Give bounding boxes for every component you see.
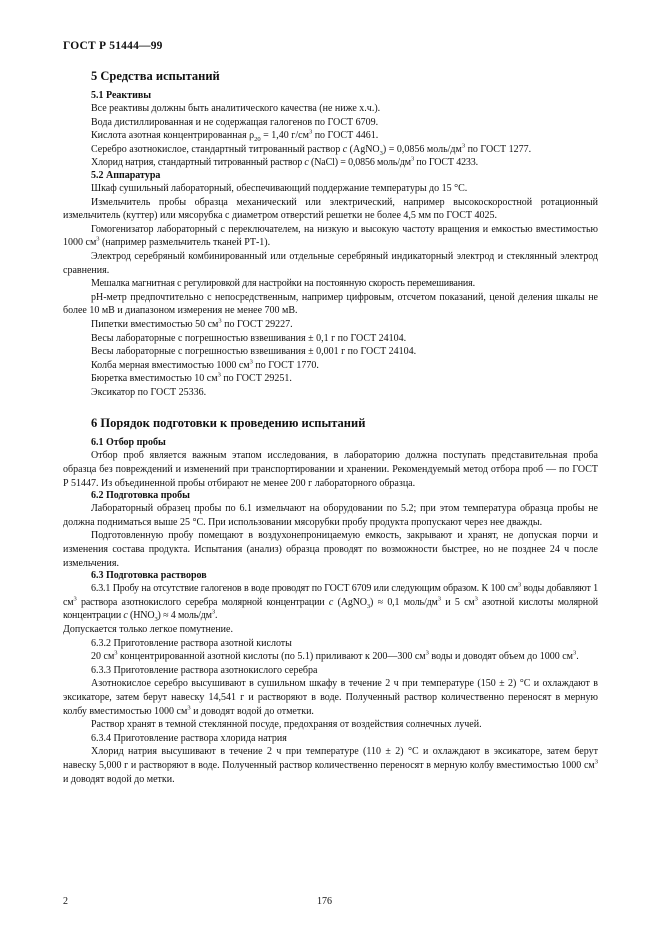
paragraph: Колба мерная вместимостью 1000 $см^3$ по ГОСТ 1770. — [91, 358, 319, 371]
section-6-title: 6 Порядок подготовки к проведению испытаний — [91, 416, 366, 431]
section-5-1-title: 5.1 Реактивы — [91, 90, 152, 101]
paragraph: Вода дистиллированная и не содержащая галогенов по ГОСТ 6709. — [91, 116, 379, 128]
paragraph: Весы лабораторные с погрешностью взвешивания ± 0,1 г по ГОСТ 24104. — [91, 332, 407, 344]
paragraph: Отбор проб является важным этапом исследования, в лабораторию должна поступать представительная проба образца без повреждений и изменений при транспортировании и хранении. Рекомендуемый метод отбора проб — по ГОСТ Р 51447. Из объединенной пробы отбирают не менее 200 г лабораторного образца. — [63, 450, 598, 489]
paragraph: Все реактивы должны быть аналитического качества (не ниже х.ч.). — [91, 103, 381, 114]
subsection-6-3-2-title: 6.3.2 Приготовление раствора азотной кислоты — [91, 637, 292, 649]
paragraph: Хлорид натрия, стандартный титрованный раствор c (NaCl) = 0,0856 моль/$дм^3$ по ГОСТ 4233. — [91, 156, 478, 169]
paragraph: Допускается только легкое помутнение. — [63, 624, 233, 635]
paragraph: Кислота азотная концентрированная $\rho_{20} = 1,40$ $г/см^3$ по ГОСТ 4461. — [91, 128, 379, 144]
paragraph: 6.3.1 Пробу на отсутствие галогенов в воде проводят по ГОСТ 6709 или следующим образом. К 100 $см^3$ воды добавляют 1 $см^3$ раствора азотнокислого серебра молярной концентрации c (AgNO$_3$) ≈ 0,1 моль/$дм^3$ и 5 $см^3$ азотной кислоты молярной концентрации c $(HNO_3) \approx 4$ моль/$дм^3$. — [63, 581, 599, 624]
paragraph: Хлорид натрия высушивают в течение 2 ч при температуре (110 ± 2) °С и охлаждают в эксикаторе, затем берут навеску 5,000 г и растворяют в воде. Полученный раствор количественно переносят в мерную колбу вместимостью 1000 $см^3$ и доводят водой до метки. — [63, 746, 598, 785]
paragraph: Лабораторный образец пробы по 6.1 измельчают на оборудовании по 5.2; при этом температура образца пробы не должна подниматься выше 25 °С. При использовании мясорубки пробу продукта пропускают через нее дважды. — [63, 503, 598, 528]
paragraph: pH-метр предпочтительно с непосредственным, например цифровым, отсчетом показаний, ценой деления шкалы не более 10 мВ и диапазоном измерения не менее 700 мВ. — [63, 291, 598, 317]
paragraph: Эксикатор по ГОСТ 25336. — [91, 386, 207, 398]
document-page — [63, 40, 598, 786]
page-number-center: 176 — [317, 896, 332, 907]
paragraph: Электрод серебряный комбинированный или отдельные серебряный индикаторный электрод и стеклянный электрод сравнения. — [63, 250, 598, 276]
paragraph: Мешалка магнитная с регулировкой для настройки на постоянную скорость перемешивания. — [91, 278, 475, 290]
subsection-6-3-3-title: 6.3.3 Приготовление раствора азотнокислого серебра — [91, 664, 318, 676]
paragraph: Бюретка вместимостью 10 $см^3$ по ГОСТ 29251. — [91, 371, 292, 385]
section-5-2-title: 5.2 Аппаратура — [91, 169, 161, 181]
paragraph: Раствор хранят в темной стеклянной посуде, предохраняя от воздействия солнечных лучей. — [91, 719, 482, 731]
section-6-2-title: 6.2 Подготовка пробы — [91, 490, 190, 502]
section-6-1-title: 6.1 Отбор пробы — [91, 437, 166, 449]
paragraph: Пипетки вместимостью 50 $см^3$ по ГОСТ 29227. — [91, 317, 293, 330]
paragraph: Подготовленную пробу помещают в воздухонепроницаемую емкость, закрывают и хранят, не допуская порчи и изменения состава продукта. Испытания (анализ) образца проводят по возможности быстрее, но не позднее 24 ч после измельчения. — [63, 530, 598, 569]
paragraph: Азотнокислое серебро высушивают в сушильном шкафу в течение 2 ч при температуре (150 ± 2) °С и охлаждают в эксикаторе, затем берут навеску 14,541 г и растворяют в воде. Полученный раствор количественно переносят в мерную колбу вместимостью 1000 $см^3$ и доводят водой до отметки. — [63, 678, 598, 717]
section-5-title: 5 Средства испытаний — [91, 69, 220, 83]
paragraph: Измельчитель пробы образца механический или электрический, например высокоскоростной ротационный измельчитель (куттер) или мясорубка с диаметром отверстий решетки не более 4,5 мм по ГОСТ 4025. — [63, 196, 598, 222]
paragraph: Серебро азотнокислое, стандартный титрованный раствор c (AgNO$_3$) = 0,0856 моль/$дм^3$ по ГОСТ 1277. — [91, 142, 532, 157]
section-6-3-title: 6.3 Подготовка растворов — [91, 570, 207, 582]
subsection-6-3-4-title: 6.3.4 Приготовление раствора хлорида натрия — [91, 732, 287, 744]
document-header: ГОСТ Р 51444—99 — [63, 40, 163, 52]
paragraph: Гомогенизатор лабораторный с переключателем, на низкую и высокую частоту вращения и емкостью вместимостью 1000 $см^3$ (например размельчитель тканей РТ-1). — [63, 223, 598, 249]
paragraph: Весы лабораторные с погрешностью взвешивания ± 0,001 г по ГОСТ 24104. — [91, 346, 417, 358]
paragraph: 20 $см^3$ концентрированной азотной кислоты (по 5.1) приливают к 200—300 $см^3$ воды и доводят объем до 1000 $см^3$. — [91, 649, 579, 663]
page-number-left: 2 — [63, 896, 68, 907]
paragraph: Шкаф сушильный лабораторный, обеспечивающий поддержание температуры до 15 °С. — [91, 182, 468, 194]
